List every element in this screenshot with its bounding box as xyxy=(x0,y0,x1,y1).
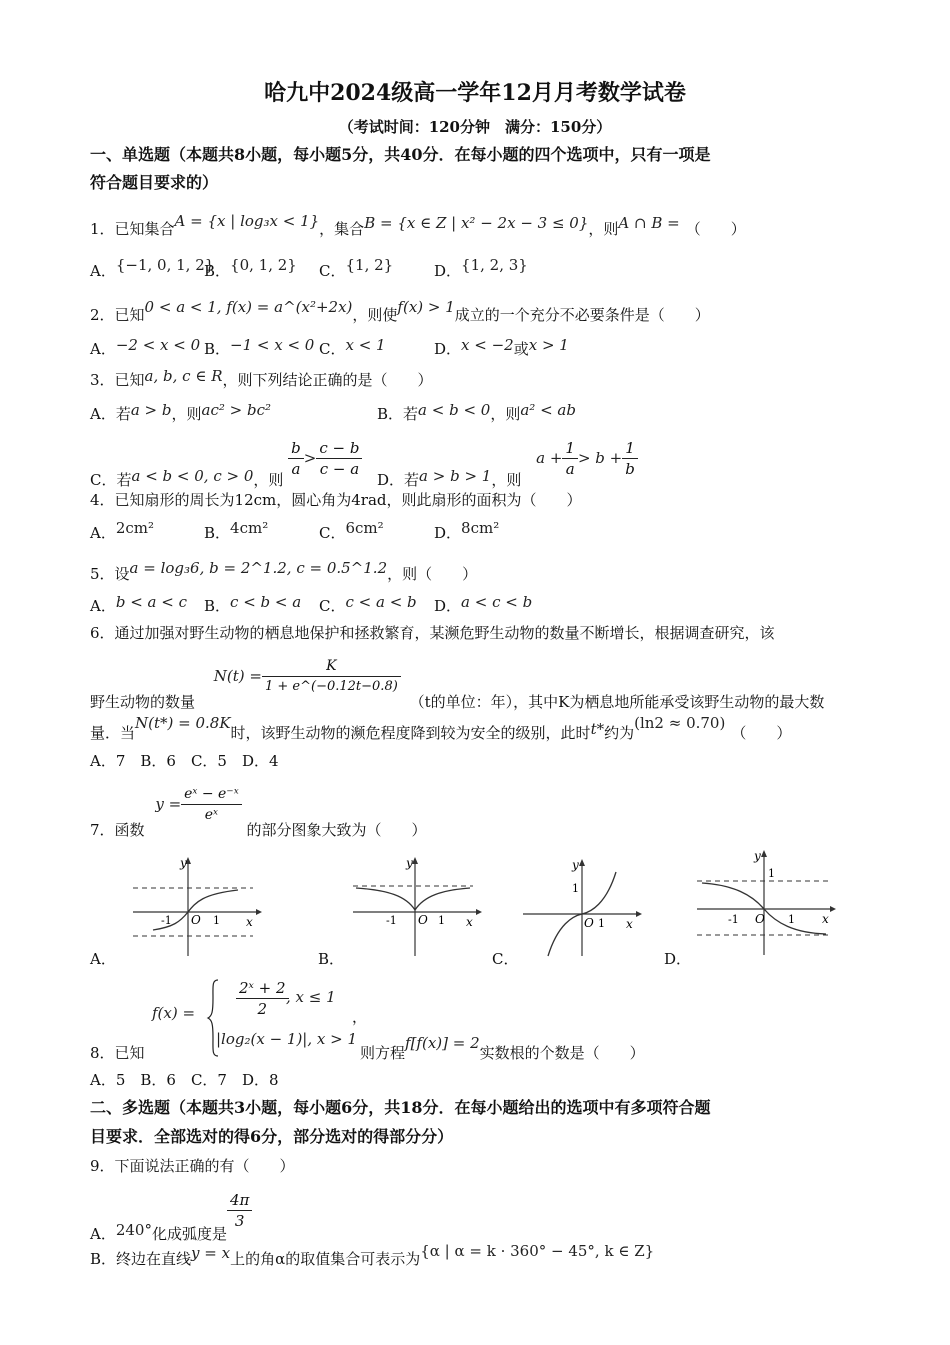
q5-opt-d: a < c < b xyxy=(461,593,533,611)
q3-opt-b-then: ，则 xyxy=(490,405,521,423)
q5-opt-b-label: B． xyxy=(204,597,231,615)
section-1-heading: 一、单选题（本题共8小题，每小题5分，共40分．在每小题的四个选项中，只有一项是 xyxy=(90,145,711,164)
section-1-heading-cont: 符合题目要求的） xyxy=(90,173,219,192)
q1-set-a: A = {x | log₃x < 1} xyxy=(174,212,320,230)
q9-opt-b xyxy=(90,1242,655,1270)
q7-text-b: 的部分图象大致为（ ） xyxy=(246,820,427,839)
q1-options xyxy=(90,256,215,282)
q3-opt-d-cond: a > b > 1 xyxy=(419,466,492,485)
q3-opt-a-result: ac² > bc² xyxy=(201,401,271,419)
q3-opt-c-label: C．若 xyxy=(90,470,132,489)
q1-paren: （ ） xyxy=(685,220,746,238)
q5-definitions: a = log₃6, b = 2^1.2, c = 0.5^1.2 xyxy=(129,559,388,577)
q3-condition: a, b, c ∈ R xyxy=(144,367,223,385)
q4-opt-a-label: A． xyxy=(90,524,116,542)
q7-graph-c xyxy=(518,852,643,960)
q4-opt-d: 8cm² xyxy=(461,519,500,537)
q5-text-b: ，则（ ） xyxy=(387,565,478,583)
q8-text-c: 实数根的个数是（ ） xyxy=(479,1044,645,1062)
q7-lhs: y = xyxy=(155,794,182,813)
q9-opt-b-text: 上的角α的取值集合可表示为 xyxy=(230,1250,421,1268)
q2-text-a: 2．已知 xyxy=(90,306,145,324)
q3-opt-d-frac2: $\frac{1}{b}$ xyxy=(622,438,638,479)
q4-opt-b: 4cm² xyxy=(230,519,269,537)
q5-opt-c-label: C． xyxy=(319,597,346,615)
graph-a-origin: O xyxy=(191,913,201,927)
graph-b-y-label: y xyxy=(406,856,413,870)
q3-opt-d xyxy=(377,432,638,489)
graph-d-tick-1: 1 xyxy=(788,913,795,926)
q7-label-b: B． xyxy=(318,950,345,968)
q1-opt-a: {−1, 0, 1, 2} xyxy=(115,256,215,274)
graph-c-x-label: x xyxy=(626,917,633,931)
q6-text-b: （t的单位：年），其中K为栖息地所能承受该野生动物的最大数 xyxy=(409,692,825,711)
q7-label-c: C． xyxy=(492,950,519,968)
q1-text-c: ，则 xyxy=(588,220,619,238)
q2-condition: 0 < a < 1, f(x) = a^(x²+2x) xyxy=(144,298,353,316)
graph-b-tick-neg1: -1 xyxy=(386,914,397,927)
q7-label-a: A． xyxy=(90,950,116,968)
q2-opt-c-label: C． xyxy=(319,340,346,358)
q8-case1-cond: , x ≤ 1 xyxy=(286,988,336,1006)
q9-opt-a xyxy=(90,1182,252,1243)
question-3 xyxy=(90,369,433,391)
graph-b-origin: O xyxy=(418,913,428,927)
q7-graph-b xyxy=(348,852,483,960)
q8-comma: ， xyxy=(352,1008,368,1026)
q9-opt-a-frac: $\frac{4\pi}{3}$ xyxy=(227,1190,252,1231)
q6-paren: （ ） xyxy=(731,724,792,742)
q3-opt-c xyxy=(90,432,362,489)
q1-opt-b-label: B． xyxy=(204,262,231,280)
q3-opt-d-frac1: $\frac{1}{a}$ xyxy=(562,438,578,479)
q3-opt-a-then: ，则 xyxy=(171,405,202,423)
q3-opt-d-label: D．若 xyxy=(377,470,420,489)
q1-set-b: B = {x ∈ Z | x² − 2x − 3 ≤ 0} xyxy=(364,214,589,232)
q5-opt-d-label: D． xyxy=(434,597,462,615)
q3-opt-c-frac2: $\frac{c - b}{c - a}$ xyxy=(316,438,362,479)
q6-lhs: N(t) = xyxy=(213,666,262,685)
graph-a-tick-neg1: -1 xyxy=(161,914,172,927)
graph-d-tick-y1: 1 xyxy=(768,867,775,880)
q6-text-c: 量．当 xyxy=(90,724,136,742)
q2-text-c: 成立的一个充分不必要条件是（ ） xyxy=(454,306,710,324)
q1-opt-c-label: C． xyxy=(319,262,346,280)
q3-opt-d-then: ，则 xyxy=(491,470,522,489)
q3-opt-a-cond: a > b xyxy=(130,401,172,419)
graph-c-y-arrow xyxy=(579,859,585,866)
q2-opt-d-or: 或 xyxy=(513,340,529,358)
q6-text-d: 时，该野生动物的濒危程度降到较为安全的级别，此时 xyxy=(230,724,591,742)
q8-case2: |log₂(x − 1)|, x > 1 xyxy=(216,1030,358,1048)
section-2-heading: 二、多选题（本题共3小题，每小题6分，共18分．在每小题给出的选项中有多项符合题 xyxy=(90,1098,711,1117)
q8-text-b: 则方程 xyxy=(360,1044,406,1062)
q2-opt-d-2: x > 1 xyxy=(528,336,569,354)
q7-formula-frac: $\frac{\text{eˣ − e⁻ˣ}}{\text{eˣ}}$ xyxy=(181,784,242,825)
q7-label-d: D． xyxy=(664,950,692,968)
question-8 xyxy=(90,1042,145,1064)
q2-inequality: f(x) > 1 xyxy=(397,298,455,316)
question-1 xyxy=(90,212,746,240)
q3-opt-c-then: ，则 xyxy=(253,470,284,489)
graph-d-tick-neg1: -1 xyxy=(728,913,739,926)
q1-intersection: A ∩ B = xyxy=(618,214,680,232)
graph-b-x-label: x xyxy=(466,915,473,929)
q1-opt-a-label: A． xyxy=(90,262,116,280)
question-6-line-2 xyxy=(90,652,825,711)
graph-d-y-arrow xyxy=(761,850,767,857)
q3-opt-d-mid: > b + xyxy=(577,448,623,467)
q2-opt-b: −1 < x < 0 xyxy=(230,336,315,354)
graph-b-x-arrow xyxy=(476,909,482,915)
q2-opt-c: x < 1 xyxy=(345,336,386,354)
q4-opt-c-label: C． xyxy=(319,524,346,542)
q9-opt-a-label: A． xyxy=(90,1224,116,1243)
q4-opt-d-label: D． xyxy=(434,524,462,542)
q3-text-b: ，则下列结论正确的是（ ） xyxy=(222,371,433,389)
q1-opt-d: {1, 2, 3} xyxy=(461,256,528,274)
question-9: 9．下面说法正确的有（ ） xyxy=(90,1157,295,1175)
q5-text-a: 5．设 xyxy=(90,565,130,583)
q2-text-b: ，则使 xyxy=(352,306,398,324)
q7-text-a: 7．函数 xyxy=(90,820,145,839)
q5-opt-a: b < a < c xyxy=(115,593,187,611)
q9-opt-a-deg: 240° xyxy=(115,1220,152,1239)
question-6-line-1: 6．通过加强对野生动物的栖息地保护和拯救繁育，某濒危野生动物的数量不断增长，根据调查研究，该 xyxy=(90,624,775,642)
q8-piecewise xyxy=(152,978,368,1058)
q3-text-a: 3．已知 xyxy=(90,371,145,389)
q9-opt-b-set: {α | α = k · 360° − 45°, k ∈ Z} xyxy=(420,1242,655,1260)
q5-opt-c: c < a < b xyxy=(345,593,417,611)
graph-d-x-label: x xyxy=(822,912,829,926)
q5-opt-b: c < b < a xyxy=(230,593,302,611)
graph-a-tick-1: 1 xyxy=(213,914,220,927)
q3-opt-a-label: A．若 xyxy=(90,405,131,423)
q9-opt-b-line: y = x xyxy=(191,1244,231,1262)
q2-opt-d-1: x < −2 xyxy=(461,336,514,354)
graph-a-y-label: y xyxy=(180,856,187,870)
q5-opt-a-label: A． xyxy=(90,597,116,615)
question-6-line-3 xyxy=(90,714,792,744)
q3-opt-b-label: B．若 xyxy=(377,405,419,423)
graph-c-x-arrow xyxy=(636,911,642,917)
graph-c-tick-y1: 1 xyxy=(572,882,579,895)
q7-graph-d xyxy=(694,843,839,958)
q6-text-e: 约为 xyxy=(604,724,635,742)
q2-opt-a-label: A． xyxy=(90,340,116,358)
exam-subtitle: （考试时间：120分钟 满分：150分） xyxy=(338,118,612,136)
q8-equation: f[f(x)] = 2 xyxy=(405,1034,480,1052)
question-8-cont xyxy=(360,1034,645,1064)
q8-options: A．5 B．6 C．7 D．8 xyxy=(90,1071,279,1089)
q3-opt-c-gt: > xyxy=(303,448,317,467)
q6-condition: N(t*) = 0.8K xyxy=(135,714,231,732)
graph-b-tick-1: 1 xyxy=(438,914,445,927)
question-7 xyxy=(90,780,427,839)
q2-opt-b-label: B． xyxy=(204,340,231,358)
q4-opt-b-label: B． xyxy=(204,524,231,542)
graph-b-curve xyxy=(356,888,470,910)
q1-opt-d-label: D． xyxy=(434,262,462,280)
q1-text-a: 1．已知集合 xyxy=(90,220,175,238)
q3-opt-c-frac1: $\frac{b}{a}$ xyxy=(288,438,304,479)
q3-opt-d-pre: a + xyxy=(536,448,563,467)
graph-d-x-arrow xyxy=(830,906,836,912)
graph-a-x-label: x xyxy=(246,915,253,929)
graph-c-origin: O xyxy=(584,916,594,930)
exam-title: 哈九中2024级高一学年12月月考数学试卷 xyxy=(264,80,686,106)
q2-opt-a: −2 < x < 0 xyxy=(115,336,201,354)
q1-opt-b: {0, 1, 2} xyxy=(230,256,297,274)
q6-text-a: 野生动物的数量 xyxy=(90,692,196,711)
q3-opt-b-cond: a < b < 0 xyxy=(418,401,491,419)
q8-text-a: 8．已知 xyxy=(90,1044,145,1062)
q4-opt-c: 6cm² xyxy=(345,519,384,537)
q1-text-b: ，集合 xyxy=(319,220,365,238)
q8-fx: f(x) = xyxy=(152,1004,196,1022)
question-4: 4．已知扇形的周长为12cm，圆心角为4rad，则此扇形的面积为（ ） xyxy=(90,491,582,509)
q3-opt-b-result: a² < ab xyxy=(520,401,576,419)
q6-formula-frac: $\frac{K}{1 + e\^{}(-0.12t-0.8)}$ xyxy=(262,656,401,697)
q6-options: A．7 B．6 C．5 D．4 xyxy=(90,752,279,770)
q8-case1-frac: $\frac{\text{2ˣ + 2}}{2}$ xyxy=(236,978,289,1019)
graph-b-y-arrow xyxy=(412,857,418,864)
question-2 xyxy=(90,298,710,326)
q6-ln2: (ln2 ≈ 0.70) xyxy=(634,714,726,732)
graph-d-y-label: y xyxy=(754,849,761,863)
q3-opt-c-cond: a < b < 0, c > 0 xyxy=(131,466,254,485)
q9-opt-b-label: B．终边在直线 xyxy=(90,1250,192,1268)
graph-a-x-arrow xyxy=(256,909,262,915)
q4-opt-a: 2cm² xyxy=(115,519,155,537)
q6-tstar: t* xyxy=(590,720,605,738)
section-2-heading-cont: 目要求．全部选对的得6分，部分选对的得部分分） xyxy=(90,1127,454,1146)
q9-opt-a-text: 化成弧度是 xyxy=(151,1224,227,1243)
question-5 xyxy=(90,559,478,585)
graph-c-tick-1: 1 xyxy=(598,917,605,930)
q7-graph-a xyxy=(128,852,263,960)
q1-opt-c: {1, 2} xyxy=(345,256,394,274)
q2-opt-d-label: D． xyxy=(434,340,462,358)
graph-c-y-label: y xyxy=(572,858,579,872)
graph-d-origin: O xyxy=(755,912,765,926)
